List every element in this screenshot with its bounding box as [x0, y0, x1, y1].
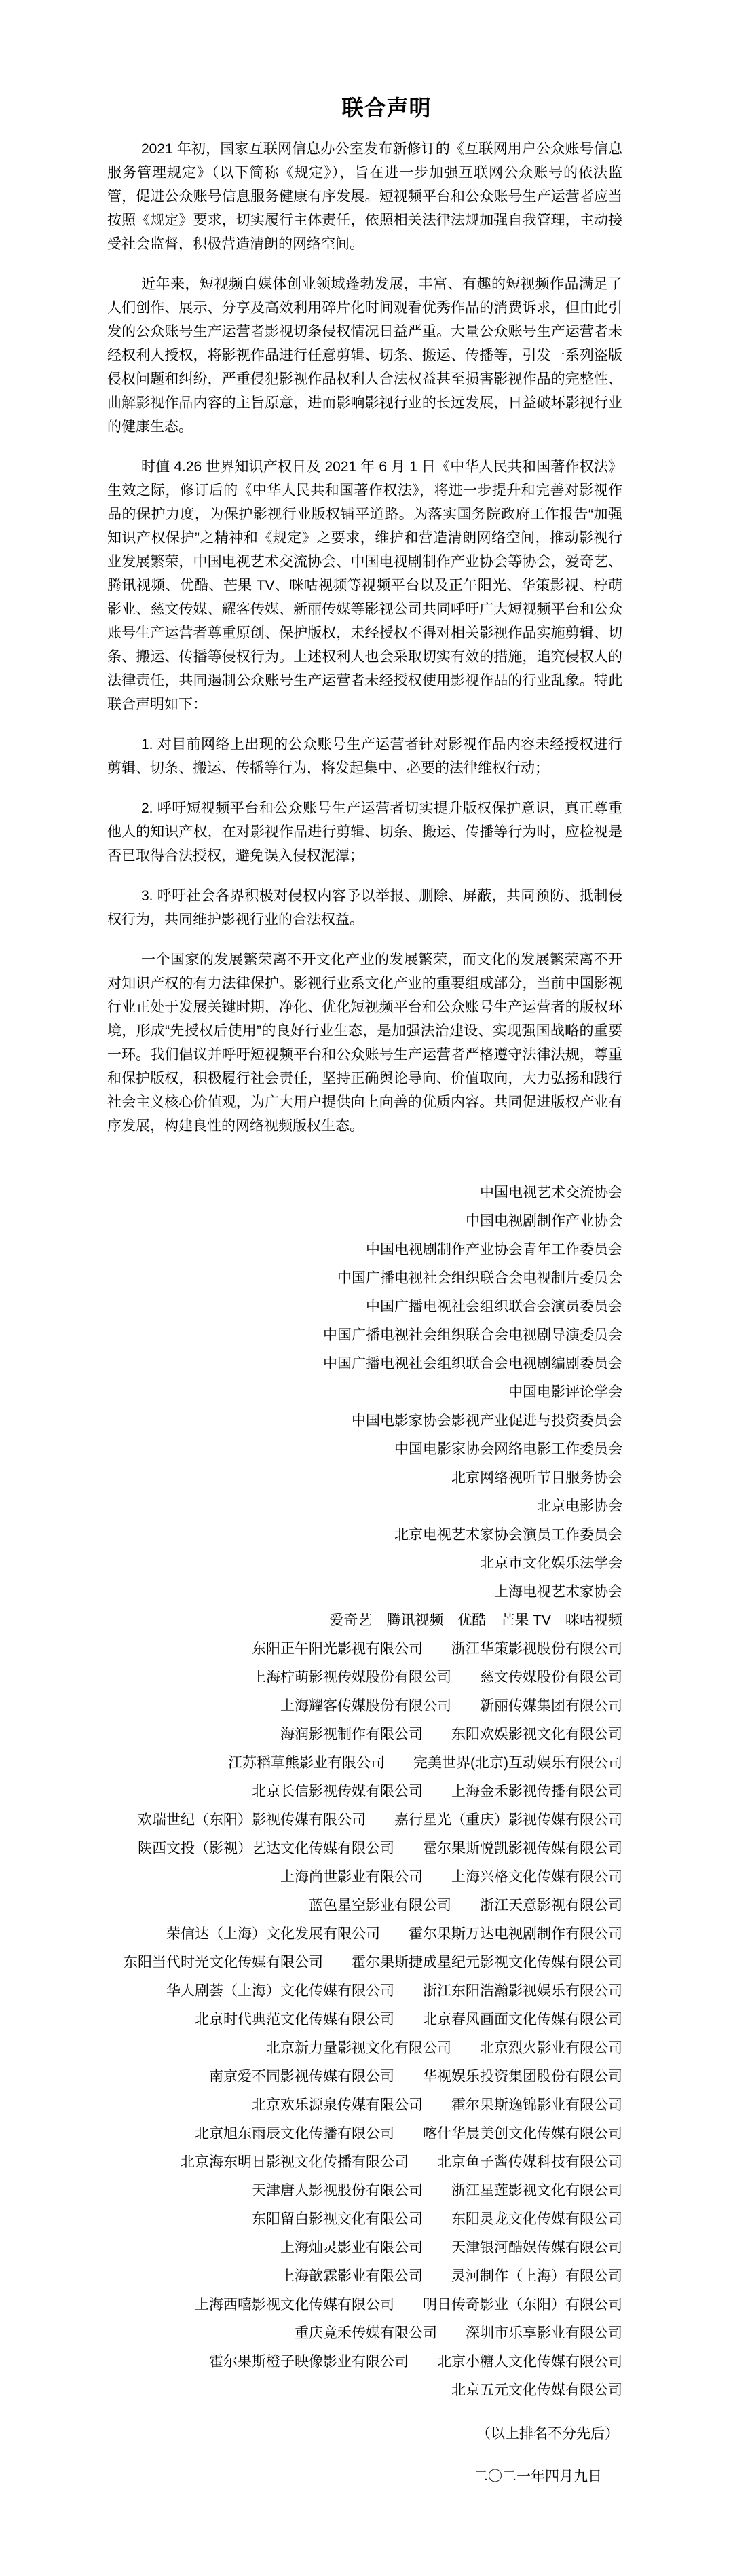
- body-paragraph: 2. 呼吁短视频平台和公众账号生产运营者切实提升版权保护意识，真正尊重他人的知识产权，在对影视作品进行剪辑、切条、搬运、传播等行为时，应检视是否已取得合法授权，避免误入侵权泥潭；: [107, 801, 622, 864]
- signatory-line: 重庆竟禾传媒有限公司 深圳市乐享影业有限公司: [295, 2325, 622, 2341]
- document-date: 二〇二一年四月九日: [474, 2469, 602, 2484]
- signatory-line: 北京时代典范文化传媒有限公司 北京春风画面文化传媒有限公司: [195, 2012, 622, 2027]
- signatory-line: 上海尚世影业有限公司 上海兴格文化传媒有限公司: [280, 1869, 622, 1885]
- signatory-line: 江苏稻草熊影业有限公司 完美世界(北京)互动娱乐有限公司: [228, 1755, 622, 1771]
- body-paragraph: 近年来，短视频自媒体创业领域蓬勃发展，丰富、有趣的短视频作品满足了人们创作、展示、分享及高效利用碎片化时间观看优秀作品的消费诉求，但由此引发的公众账号生产运营者影视切条侵权情况日益严重。大量公众账号生产运营者未经权利人授权，将影视作品进行任意剪辑、切条、搬运、传播等，引发一系列盗版侵权问题和纠纷，严重侵犯影视作品权利人合法权益甚至损害影视作品的完整性、曲解影视作品内容的主旨原意，进而影响影视行业的长远发展，日益破坏影视行业的健康生态。: [107, 276, 622, 435]
- signatory-line: 爱奇艺 腾讯视频 优酷 芒果 TV 咪咕视频: [329, 1613, 622, 1628]
- signatory-line: 中国广播电视社会组织联合会电视制片委员会: [337, 1270, 622, 1286]
- signatory-line: 东阳当代时光文化传媒有限公司 霍尔果斯捷成星纪元影视文化传媒有限公司: [124, 1955, 622, 1970]
- signatory-line: 中国广播电视社会组织联合会电视剧导演委员会: [323, 1327, 622, 1343]
- signatory-line: 中国电影家协会影视产业促进与投资委员会: [352, 1413, 622, 1429]
- signatory-line: 欢瑞世纪（东阳）影视传媒有限公司 嘉行星光（重庆）影视传媒有限公司: [138, 1812, 622, 1828]
- signatory-list: [107, 1179, 622, 2405]
- signatory-line: 中国电影家协会网络电影工作委员会: [394, 1441, 622, 1457]
- ranking-note: （以上排名不分先后）: [476, 2426, 619, 2442]
- signatory-line: 天津唐人影视股份有限公司 浙江星莲影视文化有限公司: [252, 2183, 622, 2198]
- signatory-line: 上海耀客传媒股份有限公司 新丽传媒集团有限公司: [280, 1698, 622, 1714]
- body-paragraph: 3. 呼吁社会各界积极对侵权内容予以举报、删除、屏蔽，共同预防、抵制侵权行为，共同维护影视行业的合法权益。: [107, 888, 622, 927]
- signatory-line: 北京旭东雨辰文化传播有限公司 喀什华晨美创文化传媒有限公司: [195, 2126, 622, 2141]
- signatory-line: 北京五元文化传媒有限公司: [451, 2382, 622, 2398]
- signatory-line: 霍尔果斯橙子映像影业有限公司 北京小糖人文化传媒有限公司: [209, 2354, 622, 2370]
- signatory-line: 南京爱不同影视传媒有限公司 华视娱乐投资集团股份有限公司: [209, 2069, 622, 2084]
- signatory-line: 蓝色星空影业有限公司 浙江天意影视有限公司: [309, 1898, 622, 1913]
- signatory-line: 中国电视艺术交流协会: [480, 1185, 622, 1200]
- signatory-line: 北京长信影视传媒有限公司 上海金禾影视传播有限公司: [252, 1784, 622, 1799]
- signatory-line: 上海灿灵影业有限公司 天津银河酷娱传媒有限公司: [280, 2240, 622, 2256]
- signatory-line: 北京电影协会: [537, 1498, 622, 1514]
- signatory-line: 中国广播电视社会组织联合会电视剧编剧委员会: [323, 1356, 622, 1372]
- signatory-line: 中国电影评论学会: [508, 1384, 622, 1400]
- body-paragraph: 一个国家的发展繁荣离不开文化产业的发展繁荣，而文化的发展繁荣离不开对知识产权的有力法律保护。影视行业系文化产业的重要组成部分，当前中国影视行业正处于发展关键时期，净化、优化短视频平台和公众账号生产运营者的版权环境，形成“先授权后使用”的良好行业生态，是加强法治建设、实现强国战略的重要一环。我们倡议并呼吁短视频平台和公众账号生产运营者严格遵守法律法规，尊重和保护版权，积极履行社会责任，坚持正确舆论导向、价值取向，大力弘扬和践行社会主义核心价值观，为广大用户提供向上向善的优质内容。共同促进版权产业有序发展，构建良性的网络视频版权生态。: [107, 952, 622, 1134]
- signatory-line: 东阳留白影视文化有限公司 东阳灵龙文化传媒有限公司: [252, 2211, 622, 2227]
- signatory-line: 上海西嘻影视文化传媒有限公司 明日传奇影业（东阳）有限公司: [195, 2297, 622, 2313]
- signatory-line: 中国电视剧制作产业协会青年工作委员会: [366, 1242, 622, 1257]
- signatory-line: 上海柠萌影视传媒股份有限公司 慈文传媒股份有限公司: [252, 1670, 622, 1685]
- body-paragraph: 1. 对目前网络上出现的公众账号生产运营者针对影视作品内容未经授权进行剪辑、切条、搬运、传播等行为，将发起集中、必要的法律维权行动；: [107, 737, 622, 776]
- signatory-line: 北京海东明日影视文化传播有限公司 北京鱼子酱传媒科技有限公司: [181, 2154, 622, 2170]
- signatory-line: 中国电视剧制作产业协会: [466, 1213, 622, 1229]
- signatory-line: 荣信达（上海）文化发展有限公司 霍尔果斯万达电视剧制作有限公司: [166, 1926, 622, 1942]
- signatory-line: 北京网络视听节目服务协会: [451, 1470, 622, 1486]
- signatory-line: 上海歆霖影业有限公司 灵河制作（上海）有限公司: [280, 2268, 622, 2284]
- signatory-line: 北京新力量影视文化有限公司 北京烈火影业有限公司: [266, 2040, 622, 2056]
- signatory-line: 陕西文投（影视）艺达文化传媒有限公司 霍尔果斯悦凯影视传媒有限公司: [138, 1841, 622, 1856]
- document-title: 联合声明: [341, 96, 432, 120]
- body-paragraph: 时值 4.26 世界知识产权日及 2021 年 6 月 1 日《中华人民共和国著作权法》生效之际，修订后的《中华人民共和国著作权法》，将进一步提升和完善对影视作品的保护力度，为保护影视行业版权铺平道路。为落实国务院政府工作报告“加强知识产权保护”之精神和《规定》之要求，维护和营造清朗网络空间，推动影视行业发展繁荣，中国电视艺术交流协会、中国电视剧制作产业协会等协会，爱奇艺、腾讯视频、优酷、芒果 TV、咪咕视频等视频平台以及正午阳光、华策影视、柠萌影业、慈文传媒、耀客传媒、新丽传媒等影视公司共同呼吁广大短视频平台和公众账号生产运营者尊重原创、保护版权，未经授权不得对相关影视作品实施剪辑、切条、搬运、传播等侵权行为。上述权利人也会采取切实有效的措施，追究侵权人的法律责任，共同遏制公众账号生产运营者未经授权使用影视作品的行业乱象。特此联合声明如下：: [107, 459, 622, 712]
- signatory-line: 海润影视制作有限公司 东阳欢娱影视文化有限公司: [280, 1727, 622, 1742]
- body-paragraph: 2021 年初，国家互联网信息办公室发布新修订的《互联网用户公众账号信息服务管理规定》（以下简称《规定》），旨在进一步加强互联网公众账号的依法监管，促进公众账号信息服务健康有序发展。短视频平台和公众账号生产运营者应当按照《规定》要求，切实履行主体责任，依照相关法律法规加强自我管理，主动接受社会监督，积极营造清朗的网络空间。: [107, 141, 622, 252]
- signatory-line: 北京市文化娱乐法学会: [480, 1556, 622, 1571]
- signatory-line: 中国广播电视社会组织联合会演员委员会: [366, 1299, 622, 1314]
- document-body: [107, 137, 622, 1138]
- signatory-line: 东阳正午阳光影视有限公司 浙江华策影视股份有限公司: [252, 1641, 622, 1657]
- signatory-line: 上海电视艺术家协会: [494, 1584, 622, 1600]
- signatory-line: 北京电视艺术家协会演员工作委员会: [394, 1527, 622, 1543]
- signatory-line: 北京欢乐源泉传媒有限公司 霍尔果斯逸锦影业有限公司: [252, 2097, 622, 2113]
- signatory-line: 华人剧荟（上海）文化传媒有限公司 浙江东阳浩瀚影视娱乐有限公司: [166, 1983, 622, 1999]
